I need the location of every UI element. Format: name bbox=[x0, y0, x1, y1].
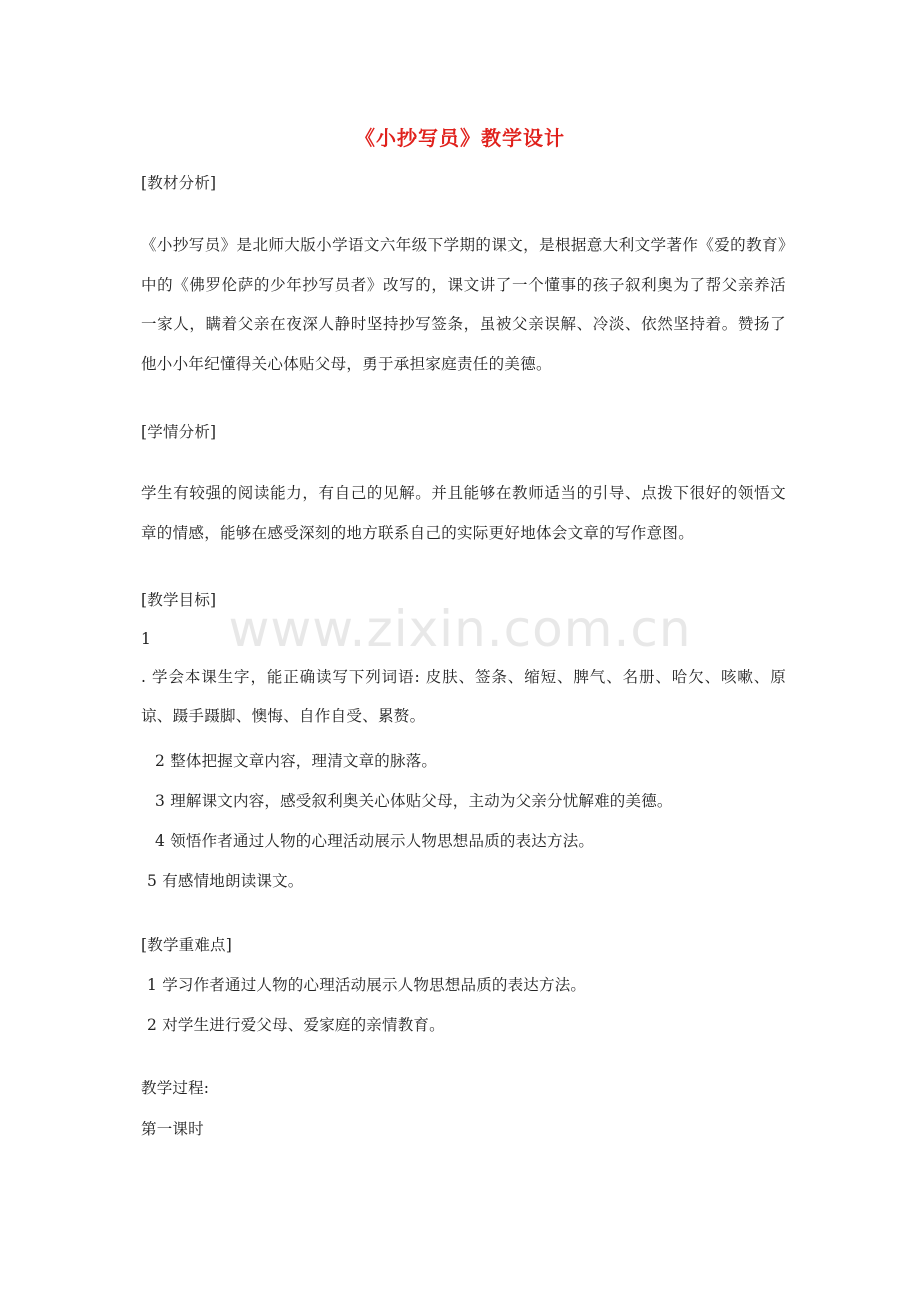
watermark: www.zixin.com.cn bbox=[228, 600, 692, 658]
key-point-1: 1 学习作者通过人物的心理活动展示人物思想品质的表达方法。 bbox=[147, 976, 587, 994]
goal-4: 4 领悟作者通过人物的心理活动展示人物思想品质的表达方法。 bbox=[155, 832, 595, 850]
goal-5: 5 有感情地朗读课文。 bbox=[147, 872, 304, 890]
section-heading-teaching-goals: [教学目标] bbox=[141, 591, 217, 609]
document-title: 《小抄写员》教学设计 bbox=[355, 126, 565, 150]
section-heading-textbook-analysis: [教材分析] bbox=[141, 174, 217, 192]
textbook-analysis-paragraph: 《小抄写员》是北师大版小学语文六年级下学期的课文，是根据意大利文学著作《爱的教育》中的《佛罗伦萨的少年抄写员者》改写的，课文讲了一个懂事的孩子叙利奥为了帮父亲养活一家人，瞒着父亲在夜深人静时坚持抄写签条，虽被父亲误解、冷淡、依然坚持着。赞扬了他小小年纪懂得关心体贴父母，勇于承担家庭责任的美德。 bbox=[141, 236, 786, 373]
section-heading-key-points: [教学重难点] bbox=[141, 936, 232, 954]
goal-1-number: 1 bbox=[141, 630, 152, 648]
lesson-1-heading: 第一课时 bbox=[141, 1120, 204, 1138]
key-point-2: 2 对学生进行爱父母、爱家庭的亲情教育。 bbox=[147, 1016, 445, 1034]
section-heading-student-analysis: [学情分析] bbox=[141, 423, 217, 441]
section-heading-teaching-process: 教学过程: bbox=[141, 1079, 210, 1097]
goal-1-text: . 学会本课生字，能正确读写下列词语: 皮肤、签条、缩短、脾气、名册、哈欠、咳嗽、原谅、蹑手蹑脚、懊悔、自作自受、累赘。 bbox=[141, 668, 786, 725]
goal-3: 3 理解课文内容，感受叙利奥关心体贴父母，主动为父亲分忧解难的美德。 bbox=[155, 792, 673, 810]
student-analysis-paragraph: 学生有较强的阅读能力，有自己的见解。并且能够在教师适当的引导、点拨下很好的领悟文章的情感，能够在感受深刻的地方联系自己的实际更好地体会文章的写作意图。 bbox=[141, 484, 786, 542]
goal-2: 2 整体把握文章内容，理清文章的脉落。 bbox=[155, 752, 438, 770]
